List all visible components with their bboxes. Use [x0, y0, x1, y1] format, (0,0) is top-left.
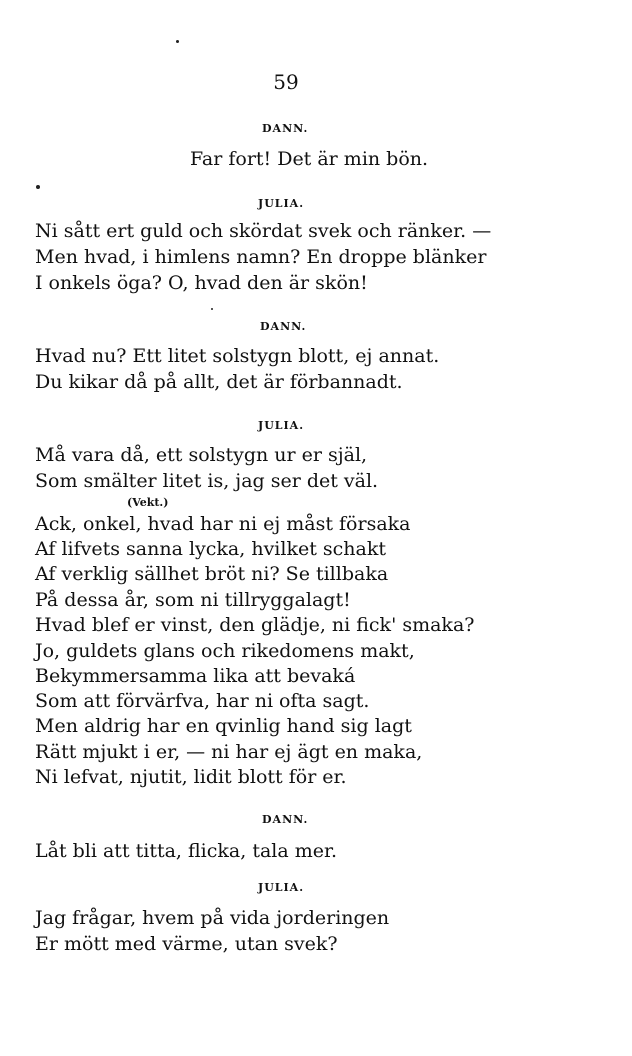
verse-line: På dessa år, som ni tillryggalagt!: [35, 589, 351, 611]
speaker-label: DANN.: [262, 813, 309, 826]
verse-line: Som att förvärfva, har ni ofta sagt.: [35, 690, 370, 712]
verse-line: Hvad nu? Ett litet solstygn blott, ej annat.: [35, 345, 440, 367]
page-number: 59: [273, 70, 299, 94]
speaker-label: JULIA.: [258, 881, 305, 894]
speaker-label: JULIA.: [258, 419, 305, 432]
print-speck: [176, 40, 179, 43]
stage-direction: (Vekt.): [127, 496, 169, 509]
verse-line: Af lifvets sanna lycka, hvilket schakt: [35, 538, 386, 560]
verse-line: I onkels öga? O, hvad den är skön!: [35, 272, 368, 294]
verse-line: Låt bli att titta, flicka, tala mer.: [35, 840, 338, 862]
verse-line: Men hvad, i himlens namn? En droppe blänker: [35, 246, 487, 268]
verse-line: Far fort! Det är min bön.: [190, 148, 429, 170]
speaker-label: DANN.: [260, 320, 307, 333]
verse-line: Som smälter litet is, jag ser det väl.: [35, 470, 379, 492]
verse-line: Må vara då, ett solstygn ur er själ,: [35, 444, 368, 466]
verse-line: Du kikar då på allt, det är förbannadt.: [35, 371, 403, 393]
speaker-label: DANN.: [262, 122, 309, 135]
verse-line: Bekymmersamma lika att bevaká: [35, 665, 356, 687]
verse-line: Er mött med värme, utan svek?: [35, 933, 338, 955]
verse-line: Jo, guldets glans och rikedomens makt,: [35, 640, 415, 662]
verse-line: Ni sått ert guld och skördat svek och ränker. —: [35, 220, 492, 242]
verse-line: Rätt mjukt i er, — ni har ej ägt en maka,: [35, 741, 423, 763]
print-speck: [36, 185, 40, 189]
verse-line: Hvad blef er vinst, den glädje, ni fick' smaka?: [35, 614, 475, 636]
verse-line: Ni lefvat, njutit, lidit blott för er.: [35, 766, 347, 788]
verse-line: Men aldrig har en qvinlig hand sig lagt: [35, 715, 412, 737]
print-speck: [211, 308, 213, 310]
verse-line: Ack, onkel, hvad har ni ej måst försaka: [35, 513, 411, 535]
speaker-label: JULIA.: [258, 197, 305, 210]
verse-line: Af verklig sällhet bröt ni? Se tillbaka: [35, 563, 389, 585]
verse-line: Jag frågar, hvem på vida jorderingen: [35, 907, 390, 929]
